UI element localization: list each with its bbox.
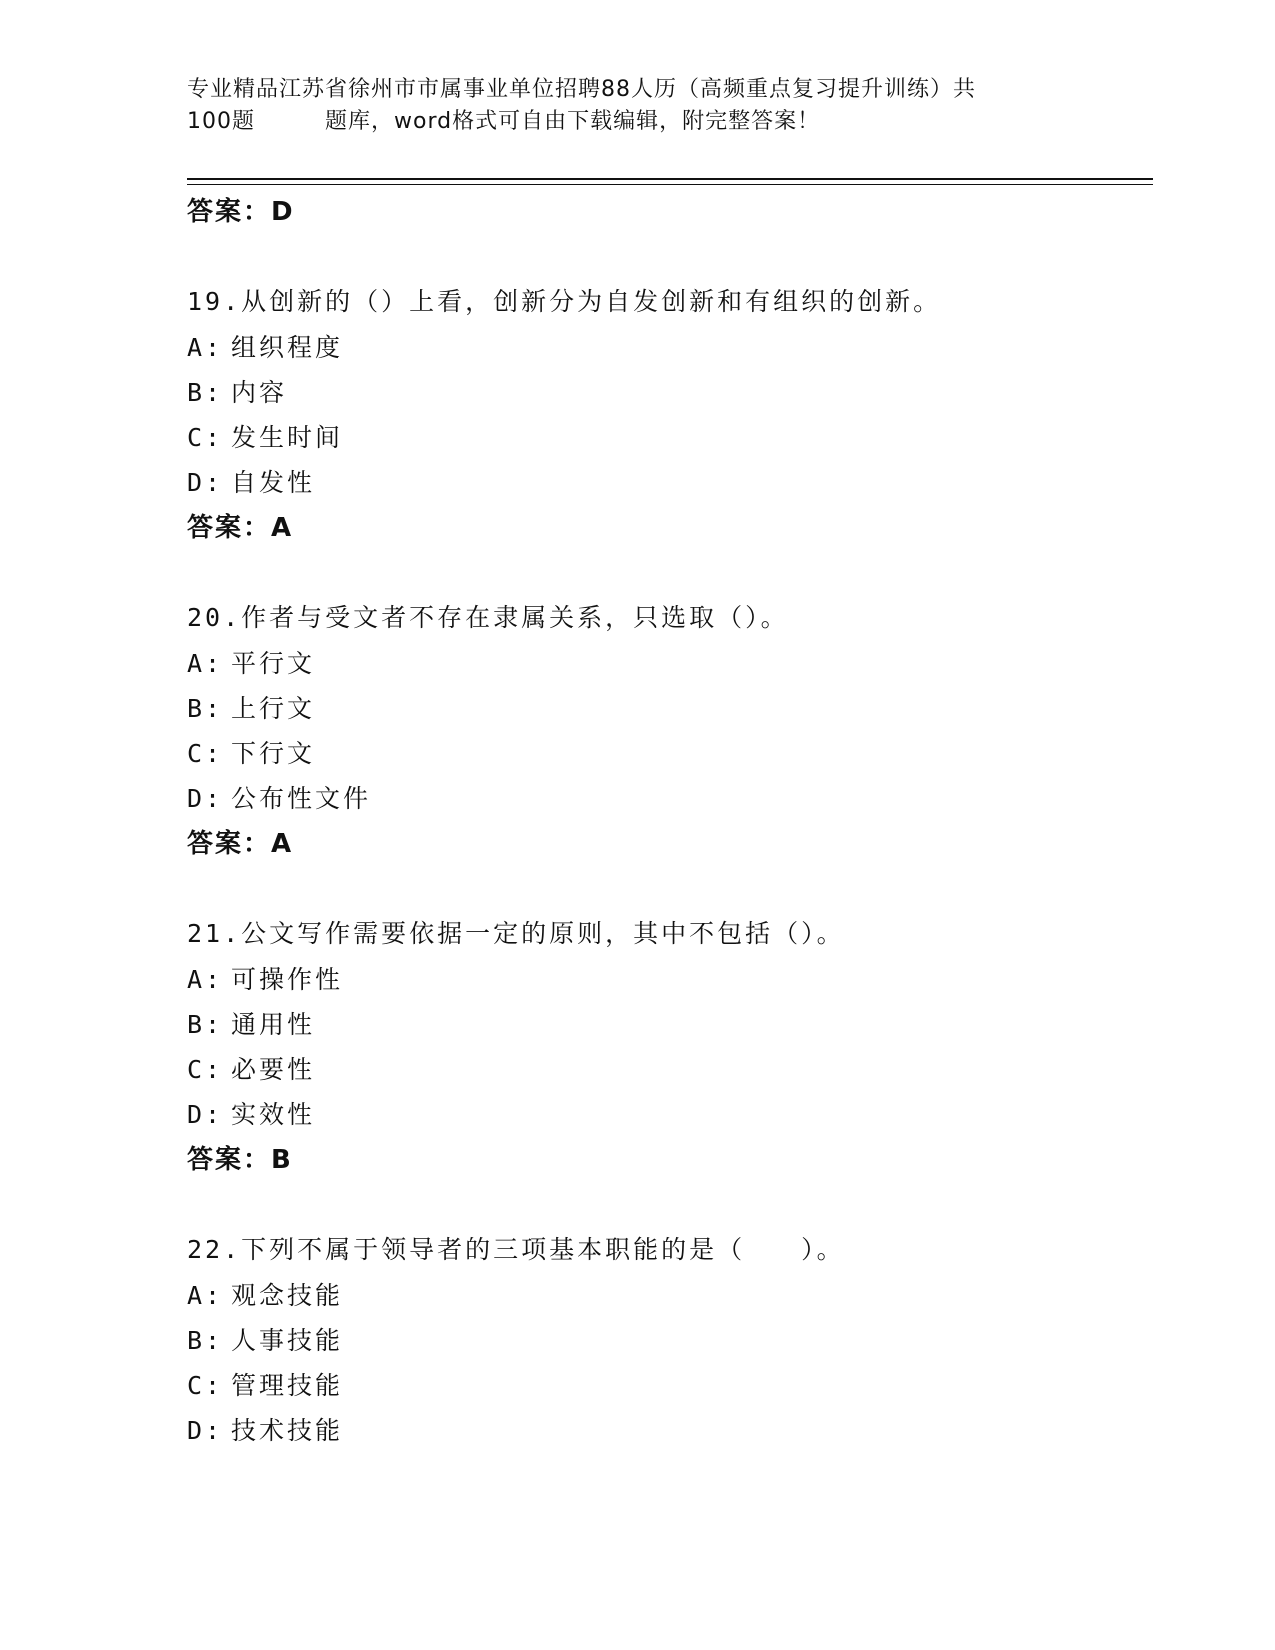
option-b — [187, 370, 1147, 415]
question-item-21 — [187, 911, 1147, 1183]
option-text: 必要性 — [231, 1055, 316, 1084]
answer-value: D — [271, 197, 295, 227]
answer-value: A — [271, 829, 294, 859]
answer-line — [187, 505, 1147, 551]
option-key: A: — [187, 965, 224, 994]
option-a — [187, 1273, 1147, 1318]
option-a — [187, 957, 1147, 1002]
option-d — [187, 776, 1147, 821]
answer-line — [187, 821, 1147, 867]
question-item-20 — [187, 595, 1147, 867]
option-c — [187, 1363, 1147, 1408]
option-text: 管理技能 — [231, 1371, 344, 1400]
option-text: 可操作性 — [231, 965, 344, 994]
question-text: 20.作者与受文者不存在隶属关系，只选取（）。 — [187, 603, 789, 632]
option-text: 组织程度 — [231, 333, 344, 362]
option-key: A: — [187, 649, 224, 678]
option-key: B: — [187, 1010, 224, 1039]
option-c — [187, 415, 1147, 460]
option-key: C: — [187, 423, 224, 452]
option-key: C: — [187, 1371, 224, 1400]
option-key: A: — [187, 1281, 224, 1310]
answer-line — [187, 1137, 1147, 1183]
option-b — [187, 1002, 1147, 1047]
option-key: B: — [187, 378, 224, 407]
header-title-line2 — [187, 106, 1087, 138]
option-text: 内容 — [231, 378, 288, 407]
option-key: D: — [187, 468, 224, 497]
option-text: 下行文 — [231, 739, 316, 768]
option-a — [187, 325, 1147, 370]
option-text: 发生时间 — [231, 423, 344, 452]
answer-label: 答案： — [187, 197, 272, 227]
option-text: 观念技能 — [231, 1281, 344, 1310]
option-key: D: — [187, 784, 224, 813]
answer-line-prev — [187, 189, 1147, 235]
option-d — [187, 1092, 1147, 1137]
question-text: 21.公文写作需要依据一定的原则，其中不包括（）。 — [187, 919, 845, 948]
option-d — [187, 460, 1147, 505]
option-key: C: — [187, 739, 224, 768]
answer-value: A — [271, 513, 294, 543]
option-b — [187, 686, 1147, 731]
option-c — [187, 731, 1147, 776]
option-key: B: — [187, 1326, 224, 1355]
question-text: 22.下列不属于领导者的三项基本职能的是（ ）。 — [187, 1235, 845, 1264]
header-title-rest: 题库，word格式可自由下载编辑，附完整答案！ — [325, 109, 821, 134]
header-divider-bottom — [187, 184, 1153, 185]
option-text: 自发性 — [231, 468, 316, 497]
document-header — [187, 74, 1087, 138]
answer-label: 答案： — [187, 1145, 272, 1175]
option-text: 平行文 — [231, 649, 316, 678]
option-key: D: — [187, 1100, 224, 1129]
option-key: C: — [187, 1055, 224, 1084]
option-key: D: — [187, 1416, 224, 1445]
option-text: 公布性文件 — [231, 784, 372, 813]
option-text: 人事技能 — [231, 1326, 344, 1355]
option-key: B: — [187, 694, 224, 723]
option-text: 上行文 — [231, 694, 316, 723]
option-d — [187, 1408, 1147, 1453]
option-text: 技术技能 — [231, 1416, 344, 1445]
header-title-line1: 专业精品江苏省徐州市市属事业单位招聘88人历（高频重点复习提升训练）共 — [187, 77, 976, 102]
question-item-19 — [187, 279, 1147, 551]
question-list — [187, 189, 1147, 1453]
option-c — [187, 1047, 1147, 1092]
header-divider-top — [187, 178, 1153, 180]
option-b — [187, 1318, 1147, 1363]
option-text: 通用性 — [231, 1010, 316, 1039]
option-a — [187, 641, 1147, 686]
option-key: A: — [187, 333, 224, 362]
question-text: 19.从创新的（）上看，创新分为自发创新和有组织的创新。 — [187, 287, 942, 316]
answer-value: B — [271, 1145, 293, 1175]
question-item-22 — [187, 1227, 1147, 1453]
header-title-count: 100题 — [187, 109, 255, 134]
answer-label: 答案： — [187, 513, 272, 543]
answer-label: 答案： — [187, 829, 272, 859]
option-text: 实效性 — [231, 1100, 316, 1129]
